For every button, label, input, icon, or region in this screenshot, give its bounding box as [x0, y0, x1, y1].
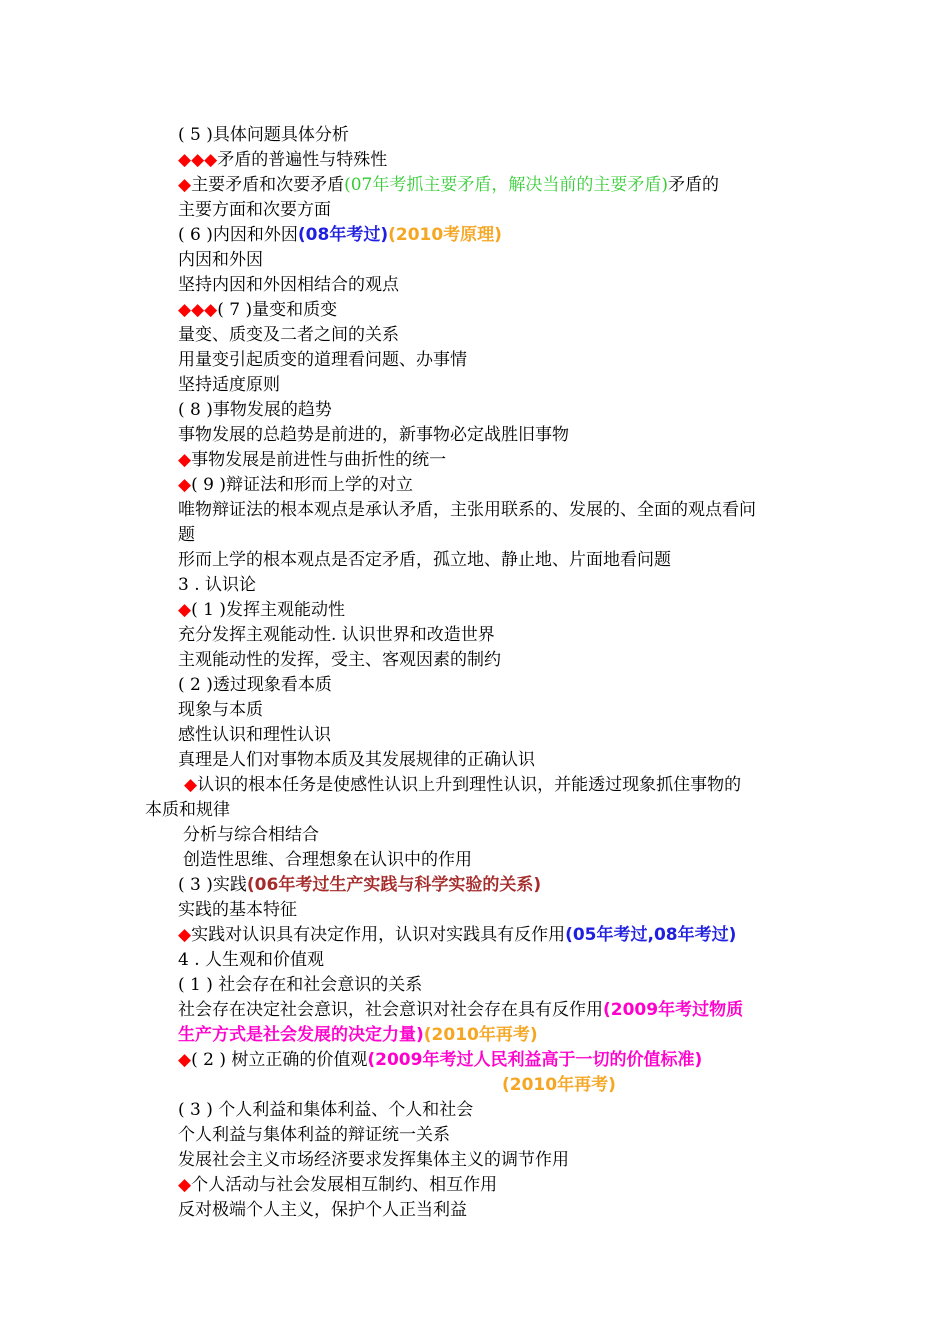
text-line — [178, 598, 345, 623]
line-text: 量变、质变及二者之间的关系 — [178, 325, 399, 345]
text-line — [178, 323, 399, 348]
text-line — [178, 448, 446, 473]
line-text: 事物发展的总趋势是前进的，新事物必定战胜旧事物 — [178, 425, 569, 445]
diamond-bullet-icon: ◆ — [178, 925, 192, 945]
text-line — [178, 648, 501, 673]
line-text: 实践的基本特征 — [178, 900, 297, 920]
text-line — [178, 1173, 497, 1198]
text-line — [178, 123, 349, 148]
text-line — [178, 623, 495, 648]
exam-note: (05年考过,08年考过) — [565, 925, 737, 945]
line-text: ( 3 ) 个人利益和集体利益、个人和社会 — [178, 1100, 474, 1120]
exam-note: (2009年考过人民利益高于一切的价值标准) — [367, 1050, 703, 1070]
line-text: 矛盾的 — [667, 175, 719, 195]
diamond-bullet-icon: ◆ — [184, 775, 198, 795]
text-line — [178, 748, 535, 773]
diamond-bullet-icon: ◆ — [178, 175, 192, 195]
line-text: 主要方面和次要方面 — [178, 200, 331, 220]
line-text: 用量变引起质变的道理看问题、办事情 — [178, 350, 467, 370]
text-line — [178, 198, 331, 223]
line-text: 4 . 人生观和价值观 — [178, 950, 325, 970]
line-text: ( 3 )实践 — [178, 875, 247, 895]
text-line — [178, 723, 331, 748]
text-line — [178, 673, 332, 698]
line-text: 主观能动性的发挥，受主、客观因素的制约 — [178, 650, 501, 670]
diamond-bullet-icon: ◆ — [178, 450, 192, 470]
line-text: 分析与综合相结合 — [183, 825, 319, 845]
line-text: ( 8 )事物发展的趋势 — [178, 400, 332, 420]
text-line — [178, 148, 387, 173]
line-text: 形而上学的根本观点是否定矛盾，孤立地、静止地、片面地看问题 — [178, 550, 671, 570]
text-line — [178, 423, 569, 448]
text-line — [502, 1073, 616, 1098]
diamond-bullet-icon: ◆ — [178, 1175, 192, 1195]
diamond-bullet-icon: ◆◆◆ — [178, 150, 218, 170]
line-text: 主要矛盾和次要矛盾 — [191, 175, 345, 195]
text-line — [178, 373, 280, 398]
line-text: 发展社会主义市场经济要求发挥集体主义的调节作用 — [178, 1150, 569, 1170]
exam-note: (2010年再考) — [502, 1075, 616, 1095]
text-line — [184, 773, 741, 798]
line-text: 实践对认识具有决定作用，认识对实践具有反作用 — [191, 925, 566, 945]
diamond-bullet-icon: ◆ — [178, 475, 192, 495]
exam-note: 生产方式是社会发展的决定力量) — [178, 1025, 424, 1045]
text-line — [178, 273, 399, 298]
text-line — [178, 223, 502, 248]
text-line — [178, 298, 337, 323]
text-line — [178, 473, 413, 498]
text-line — [178, 173, 719, 198]
line-text: 个人利益与集体利益的辩证统一关系 — [178, 1125, 450, 1145]
text-line — [178, 398, 332, 423]
line-text: ( 7 )量变和质变 — [217, 300, 338, 320]
text-line — [183, 823, 319, 848]
line-text: 认识的根本任务是使感性认识上升到理性认识，并能透过现象抓住事物的 — [197, 775, 742, 795]
text-line — [178, 1148, 569, 1173]
line-text: 社会存在决定社会意识，社会意识对社会存在具有反作用 — [178, 1000, 603, 1020]
line-text: 3 . 认识论 — [178, 575, 257, 595]
line-text: ( 9 )辩证法和形而上学的对立 — [191, 475, 413, 495]
exam-note: (06年考过生产实践与科学实验的关系) — [246, 875, 542, 895]
exam-note: (2009年考过物质 — [603, 1000, 744, 1020]
text-line — [178, 873, 541, 898]
text-line — [178, 898, 297, 923]
text-line — [178, 1048, 702, 1073]
text-line — [178, 523, 195, 548]
line-text: 内因和外因 — [178, 250, 263, 270]
line-text: 坚持内因和外因相结合的观点 — [178, 275, 399, 295]
text-line — [178, 973, 422, 998]
line-text: 充分发挥主观能动性. 认识世界和改造世界 — [178, 625, 495, 645]
line-text: 事物发展是前进性与曲折性的统一 — [191, 450, 447, 470]
text-line — [178, 698, 263, 723]
line-text: 唯物辩证法的根本观点是承认矛盾，主张用联系的、发展的、全面的观点看问 — [178, 500, 756, 520]
text-line — [178, 248, 263, 273]
line-text: 本质和规律 — [145, 800, 230, 820]
text-line — [178, 548, 671, 573]
line-text: 个人活动与社会发展相互制约、相互作用 — [191, 1175, 498, 1195]
diamond-bullet-icon: ◆ — [178, 600, 192, 620]
line-text: 坚持适度原则 — [178, 375, 280, 395]
text-line — [178, 998, 743, 1023]
text-line — [178, 348, 467, 373]
text-line — [178, 1123, 450, 1148]
exam-note: (2010考原理) — [388, 225, 502, 245]
exam-note: (08年考过) — [297, 225, 389, 245]
text-line — [145, 798, 230, 823]
line-text: ( 1 ) 社会存在和社会意识的关系 — [178, 975, 423, 995]
line-text: 现象与本质 — [178, 700, 263, 720]
line-text: 创造性思维、合理想象在认识中的作用 — [183, 850, 472, 870]
section-heading — [178, 948, 324, 973]
exam-note: (07年考抓主要矛盾，解决当前的主要矛盾) — [344, 175, 668, 195]
line-text: ( 6 )内因和外因 — [178, 225, 298, 245]
line-text: 题 — [178, 525, 195, 545]
exam-note: (2010年再考) — [423, 1025, 538, 1045]
line-text: 矛盾的普遍性与特殊性 — [217, 150, 388, 170]
line-text: ( 1 )发挥主观能动性 — [191, 600, 345, 620]
line-text: ( 2 )透过现象看本质 — [178, 675, 332, 695]
line-text: ( 5 )具体问题具体分析 — [178, 125, 349, 145]
text-line — [178, 1198, 467, 1223]
line-text: 真理是人们对事物本质及其发展规律的正确认识 — [178, 750, 535, 770]
text-line — [178, 1023, 538, 1048]
text-line — [183, 848, 472, 873]
line-text: ( 2 ) 树立正确的价值观 — [191, 1050, 368, 1070]
text-line — [178, 498, 756, 523]
line-text: 感性认识和理性认识 — [178, 725, 331, 745]
section-heading — [178, 573, 256, 598]
diamond-bullet-icon: ◆◆◆ — [178, 300, 218, 320]
text-line — [178, 923, 736, 948]
line-text: 反对极端个人主义，保护个人正当利益 — [178, 1200, 467, 1220]
text-line — [178, 1098, 473, 1123]
diamond-bullet-icon: ◆ — [178, 1050, 192, 1070]
